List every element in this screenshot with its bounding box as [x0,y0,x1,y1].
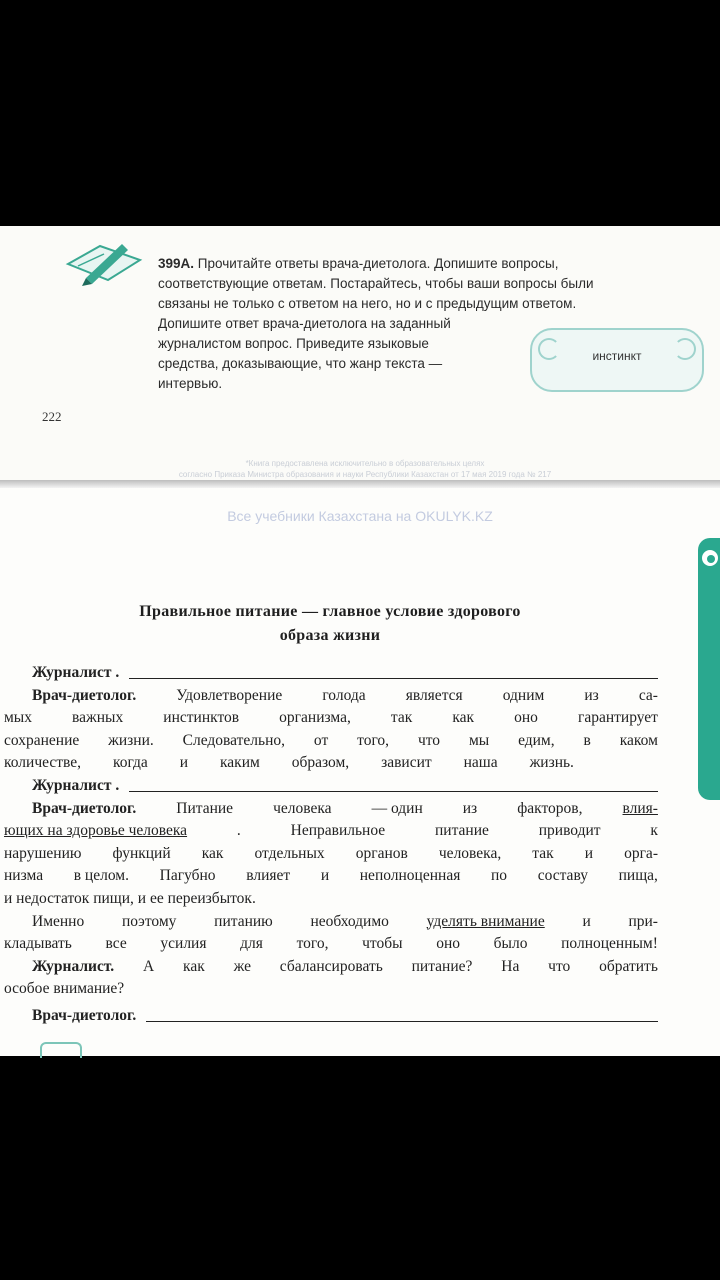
word: важных [72,709,124,727]
instruction-line: связаны не только с ответом на него, но и с предыдущим ответом. [158,296,577,311]
text-line [4,865,658,888]
answer-blank[interactable] [146,1005,658,1022]
word: жизни. [108,731,154,749]
word: и [179,754,189,772]
word: Следовательно, [182,731,286,749]
word: низма [4,867,44,885]
title-line: Правильное питание — главное условие здорового [139,603,521,620]
interview-text [4,662,658,1028]
word: для [240,935,263,953]
word: питанию [214,912,273,930]
page-corner-tab [40,1042,82,1058]
word: Удовлетворение [176,686,283,704]
speaker-doctor: Врач-диетолог. [32,799,137,817]
answer-blank[interactable] [129,662,658,679]
word: — один [371,799,423,817]
answer-blank[interactable] [129,775,658,792]
word: когда [112,754,148,772]
word: приводит [538,822,601,840]
word: неполноценная [359,867,461,885]
word: нарушению [4,844,82,862]
word: мы [468,731,490,749]
word: мых [4,709,32,727]
word: образом, [291,754,350,772]
underlined-phrase: ющих на здоровье человека [4,822,188,840]
instruction-line: интервью. [158,376,223,391]
word: того, [357,731,390,749]
word: чтобы [362,935,403,953]
word: как [201,844,224,862]
journalist-blank-line [4,775,658,798]
text-line [4,843,658,866]
journalist-blank-line [4,662,658,685]
word: одним [502,686,545,704]
word: так [390,709,413,727]
word: как [452,709,475,727]
tab-ring-center [707,555,715,563]
word: А [143,957,155,975]
text-line [4,707,658,730]
word: из [462,799,478,817]
text-line [4,798,658,821]
word: органов [355,844,408,862]
word: полноценным! [561,935,658,953]
word: функций [112,844,171,862]
text-line [4,956,658,979]
text-line [4,978,658,1001]
word: едим, [518,731,555,749]
word: является [405,686,463,704]
text-line [4,933,658,956]
exercise-number: 399А. [158,256,195,271]
speaker-journalist: Журналист . [32,776,120,794]
text-line [4,685,658,708]
word: голода [322,686,366,704]
word: от [313,731,329,749]
word: того, [296,935,329,953]
word: питание? [411,957,473,975]
word: оно [436,935,461,953]
instruction-line: Допишите ответ врача-диетолога на заданный [158,316,451,331]
speaker-journalist: Журналист. [32,957,115,975]
word: са- [638,686,658,704]
underlined-phrase: уделять внимание [426,912,545,930]
word: Питание [176,799,234,817]
chapter-side-tab [698,538,720,800]
text-line [4,820,658,843]
watermark: Все учебники Казахстана на OKULYK.KZ [227,508,493,524]
word: каким [219,754,260,772]
word: человека [273,799,332,817]
word: питание [435,822,489,840]
sentence: и недостаток пищи, и ее переизбыток. [4,889,256,907]
word: что [417,731,441,749]
page-number: 222 [42,409,62,424]
word: влияет [246,867,291,885]
word: и [582,912,591,930]
page-divider [0,480,720,488]
word: . [236,822,241,840]
word: сохранение [4,731,80,749]
text-line [4,888,658,911]
text-line [4,730,658,753]
word: так [532,844,554,862]
word: сбалансировать [279,957,383,975]
word: организма, [279,709,351,727]
speaker-doctor: Врач-диетолог. [32,1006,137,1024]
underlined-phrase: влия- [622,799,658,817]
word: наша [463,754,498,772]
footnote-line: *Книга предоставлена исключительно в образовательных целях [245,459,485,468]
word: составу [537,867,588,885]
word: из [584,686,599,704]
text-line [4,911,658,934]
word: На [501,957,520,975]
word: пища, [618,867,658,885]
word: инстинктов [163,709,240,727]
word: оно [514,709,538,727]
word: Именно [32,912,85,930]
word: было [493,935,528,953]
word: гарантирует [577,709,658,727]
word: необходимо [310,912,389,930]
word: человека, [438,844,502,862]
word: и [320,867,330,885]
word: обратить [599,957,658,975]
speaker-journalist: Журналист . [32,664,120,681]
title-line: образа жизни [279,627,381,644]
word: орга- [624,844,658,862]
word: усилия [160,935,207,953]
doctor-blank-line [4,1005,658,1028]
vocabulary-word: инстинкт [592,349,642,363]
sentence: особое внимание? [4,980,125,998]
text-title [60,600,600,648]
word: Неправильное [290,822,386,840]
word: в целом. [73,867,129,885]
word: и [584,844,594,862]
word: же [233,957,251,975]
word: что [548,957,571,975]
word: кладывать [4,935,72,953]
word: зависит [381,754,432,772]
word: факторов, [517,799,583,817]
word: жизнь. [529,754,574,772]
word: при- [628,912,658,930]
word: все [105,935,127,953]
word: по [491,867,508,885]
pencil-notebook-icon [64,236,144,286]
footnote-line: согласно Приказа Министра образования и науки Республики Казахстан от 17 мая 2019 года № 217 [178,470,552,479]
vocabulary-box [530,328,704,392]
word: как [183,957,205,975]
text-line [4,752,574,775]
word: поэтому [121,912,177,930]
copyright-footnote [60,458,670,480]
instruction-line: журналистом вопрос. Приведите языковые [158,336,429,351]
word: количестве, [4,754,82,772]
word: каком [619,731,658,749]
speaker-doctor: Врач-диетолог. [32,686,137,704]
word: Пагубно [159,867,216,885]
instruction-line: соответствующие ответам. Постарайтесь, чтобы ваши вопросы были [158,276,594,291]
word: в [583,731,591,749]
instruction-line: Прочитайте ответы врача-диетолога. Допишите вопросы, [197,256,559,271]
word: отдельных [254,844,325,862]
instruction-line: средства, доказывающие, что жанр текста — [158,356,443,371]
word: к [650,822,658,840]
